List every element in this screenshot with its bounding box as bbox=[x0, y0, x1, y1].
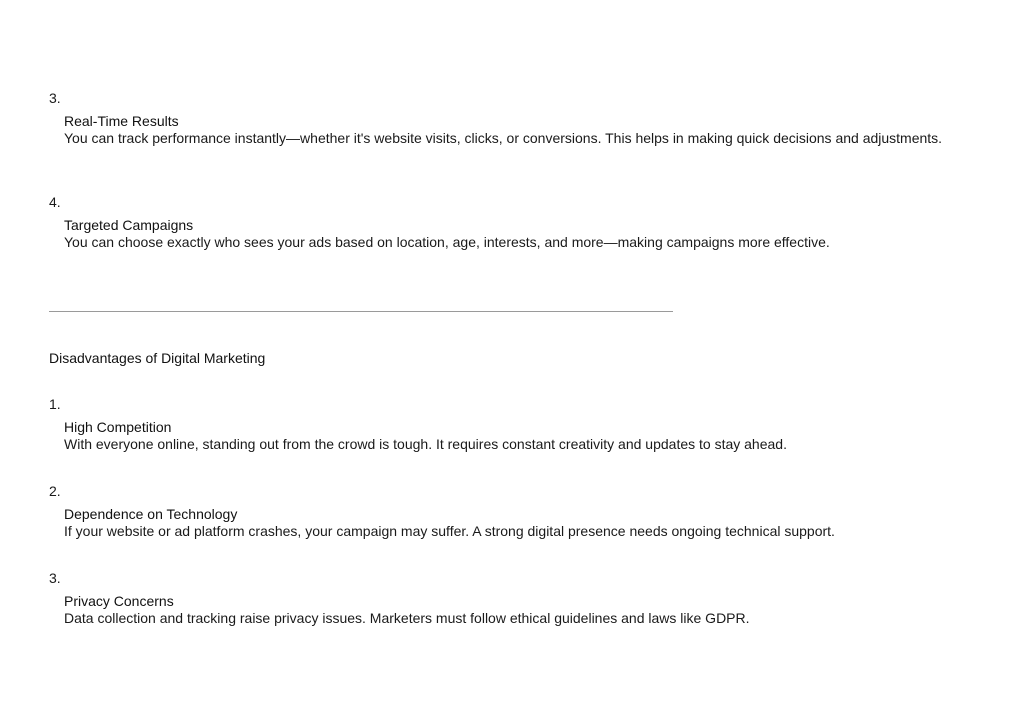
section-divider bbox=[49, 311, 673, 312]
list-number: 2. bbox=[49, 483, 61, 499]
list-number: 3. bbox=[49, 570, 61, 586]
list-number: 1. bbox=[49, 396, 61, 412]
item-title: Real-Time Results bbox=[64, 113, 179, 129]
item-title: Dependence on Technology bbox=[64, 506, 238, 522]
list-item-targeted-campaigns bbox=[49, 194, 989, 251]
item-description: You can choose exactly who sees your ads based on location, age, interests, and more—making campaigns more effective. bbox=[64, 234, 830, 250]
list-item-real-time-results bbox=[49, 90, 989, 147]
list-item-privacy-concerns bbox=[49, 570, 989, 627]
item-description: You can track performance instantly—whether it's website visits, clicks, or conversions. This helps in making quick decisions and adjustments. bbox=[64, 130, 943, 146]
item-title: Targeted Campaigns bbox=[64, 217, 194, 233]
item-description: With everyone online, standing out from the crowd is tough. It requires constant creativity and updates to stay ahead. bbox=[64, 436, 787, 452]
list-number: 4. bbox=[49, 194, 61, 210]
list-item-body bbox=[64, 419, 989, 453]
list-item-body bbox=[64, 217, 989, 251]
list-item-high-competition bbox=[49, 396, 989, 453]
item-description: Data collection and tracking raise privacy issues. Marketers must follow ethical guidelines and laws like GDPR. bbox=[64, 610, 750, 626]
item-description: If your website or ad platform crashes, your campaign may suffer. A strong digital presence needs ongoing technical support. bbox=[64, 523, 835, 539]
section-heading: Disadvantages of Digital Marketing bbox=[49, 350, 266, 366]
item-title: Privacy Concerns bbox=[64, 593, 174, 609]
list-number: 3. bbox=[49, 90, 61, 106]
list-item-body bbox=[64, 593, 989, 627]
list-item-dependence-on-technology bbox=[49, 483, 989, 540]
list-item-body bbox=[64, 506, 989, 540]
item-title: High Competition bbox=[64, 419, 172, 435]
list-item-body bbox=[64, 113, 989, 147]
